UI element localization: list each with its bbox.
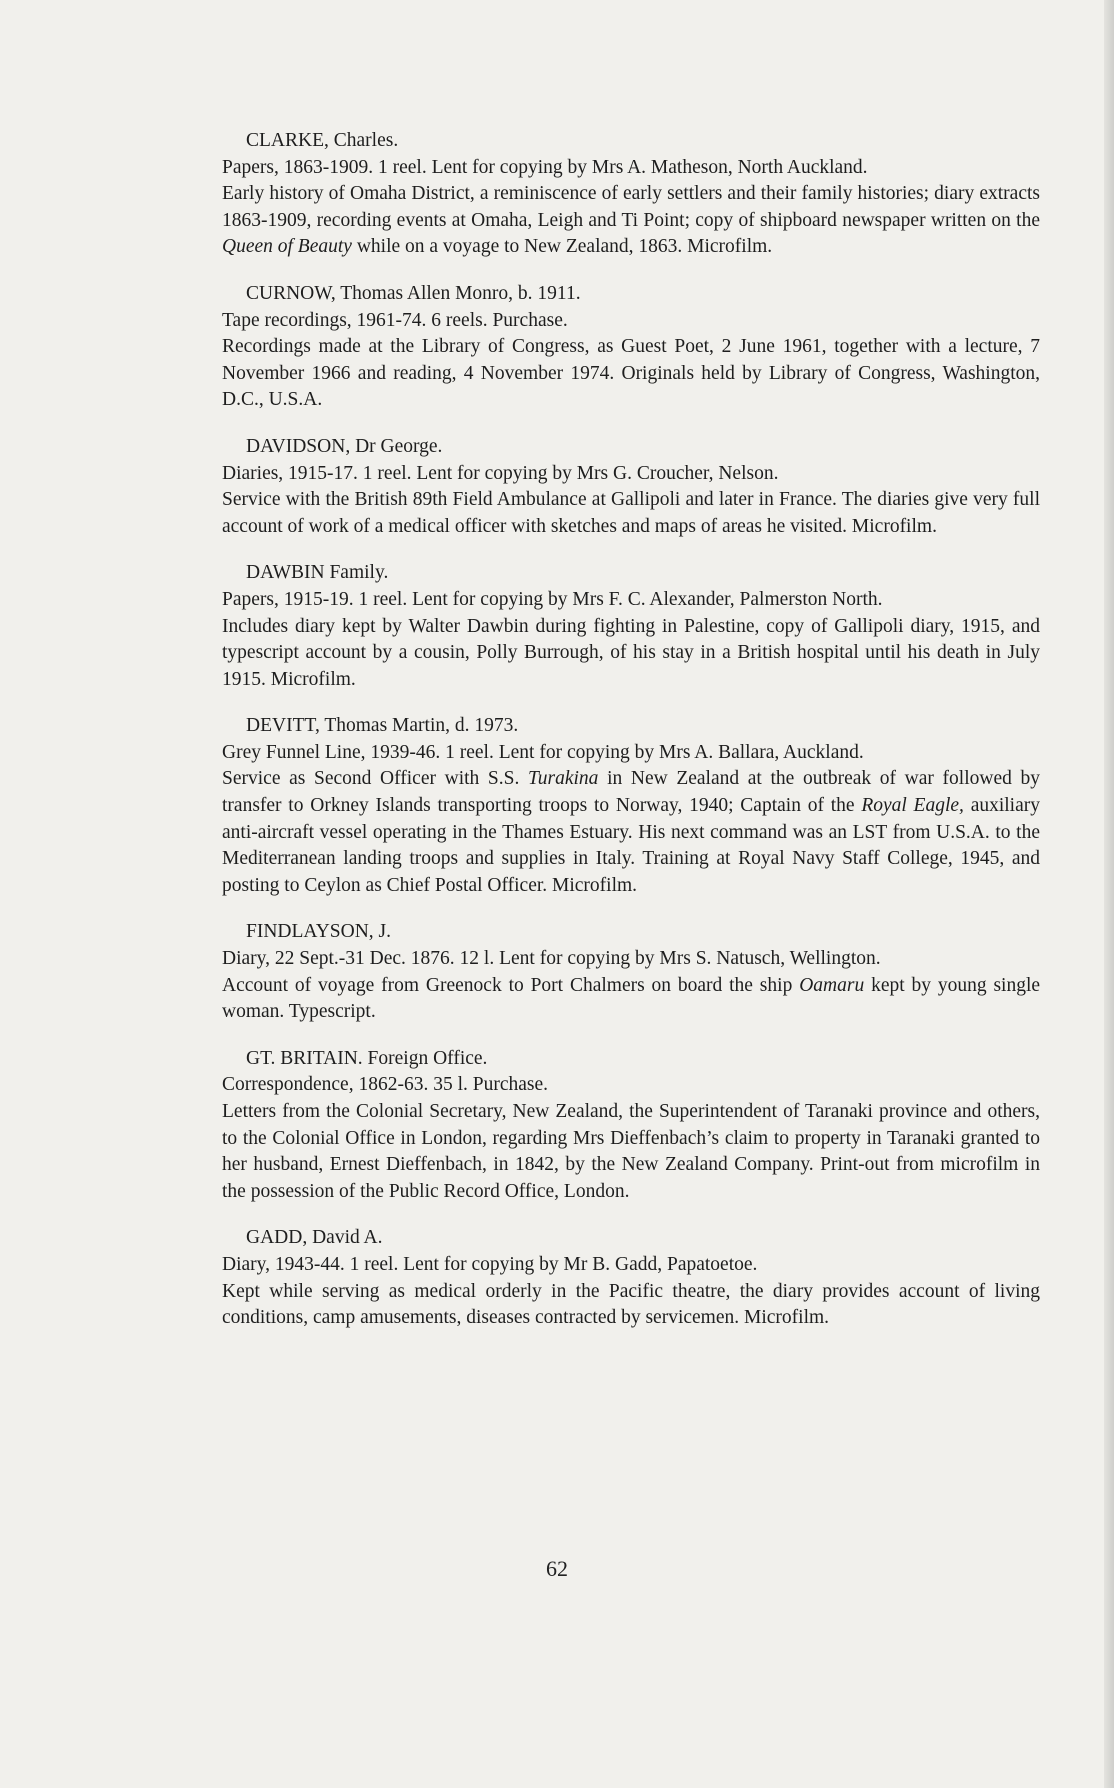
entry-findlayson [222,919,1040,1025]
entry-heading: CURNOW, Thomas Allen Monro, b. 1911. [246,282,581,304]
entry-detail: Diary, 1943-44. 1 reel. Lent for copying by Mr B. Gadd, Papatoetoe. [222,1253,758,1275]
entry-davidson [222,434,1040,540]
entry-description: Includes diary kept by Walter Dawbin during fighting in Palestine, copy of Gallipoli diary, 1915, and typescript account by a cousin, Polly Burrough, of his stay in a British hospital until his death in July 1915. Microfilm. [222,615,1040,690]
entry-description: Service with the British 89th Field Ambulance at Gallipoli and later in France. The diaries give very full account of work of a medical officer with sketches and maps of areas he visited. Microfilm. [222,489,1040,537]
description-text: Early history of Omaha District, a reminiscence of early settlers and their family histories; diary extracts 1863-1909, recording events at Omaha, Leigh and Ti Point; copy of shipboard newspaper written on the [222,183,1040,231]
ship-name: Royal Eagle, [861,795,964,817]
description-text: in New Zealand at the outbreak of war followed by transfer to Orkney Islands transporting troops to Norway, 1940; Captain of the [222,768,1040,817]
ship-name: Turakina [528,768,599,790]
entry-heading: FINDLAYSON, J. [246,921,392,943]
entry-heading: GT. BRITAIN. Foreign Office. [246,1047,488,1069]
entry-detail: Grey Funnel Line, 1939-46. 1 reel. Lent for copying by Mrs A. Ballara, Auckland. [222,741,864,763]
entry-detail: Diaries, 1915-17. 1 reel. Lent for copying by Mrs G. Croucher, Nelson. [222,462,779,484]
entry-clarke [222,128,1040,261]
description-text: Account of voyage from Greenock to Port Chalmers on board the ship [222,974,793,996]
entry-heading: DAWBIN Family. [246,562,389,584]
entry-detail: Diary, 22 Sept.-31 Dec. 1876. 12 l. Lent for copying by Mrs S. Natusch, Wellington. [222,948,881,970]
entry-description [222,973,1040,1026]
entry-description: Letters from the Colonial Secretary, New Zealand, the Superintendent of Taranaki province and others, to the Colonial Office in London, regarding Mrs Dieffenbach’s claim to property in Taranaki granted to her husband, Ernest Dieffenbach, in 1842, by the New Zealand Company. Print-out from microfilm in the possession of the Public Record Office, London. [222,1101,1040,1202]
page-edge-shadow [1104,0,1114,1788]
entry-gadd [222,1225,1040,1331]
entry-detail: Correspondence, 1862-63. 35 l. Purchase. [222,1074,549,1096]
description-text: kept by young single woman. Typescript. [222,974,1041,1023]
entry-heading: CLARKE, Charles. [246,130,399,151]
ship-name: Oamaru [799,974,865,996]
entry-detail: Tape recordings, 1961-74. 6 reels. Purchase. [222,309,568,331]
catalogue-page [222,128,1040,1352]
entry-description [222,181,1040,261]
entry-dawbin [222,560,1040,693]
entry-heading: DAVIDSON, Dr George. [246,435,443,457]
entry-gt-britain [222,1046,1040,1206]
description-text: while on a voyage to New Zealand, 1863. Microfilm. [356,236,773,258]
ship-name: Queen of Beauty [222,236,352,258]
entry-heading: GADD, David A. [246,1227,383,1249]
page-number: 62 [546,1556,568,1581]
description-text: auxiliary anti-aircraft vessel operating in the Thames Estuary. His next command was an LST from U.S.A. to the Mediterranean landing troops and supplies in Italy. Training at Royal Navy Staff College, 1945, and posting to Ceylon as Chief Postal Officer. Microfilm. [222,795,1040,896]
entry-description: Kept while serving as medical orderly in the Pacific theatre, the diary provides account of living conditions, camp amusements, diseases contracted by servicemen. Microfilm. [222,1280,1040,1329]
description-text: Service as Second Officer with S.S. [222,768,520,790]
entry-curnow [222,281,1040,414]
entry-detail: Papers, 1863-1909. 1 reel. Lent for copying by Mrs A. Matheson, North Auckland. [222,156,868,178]
entry-devitt [222,713,1040,899]
entry-description: Recordings made at the Library of Congress, as Guest Poet, 2 June 1961, together with a lecture, 7 November 1966 and reading, 4 November 1974. Originals held by Library of Congress, Washington, D.C., U.S.A. [222,336,1040,411]
entry-heading: DEVITT, Thomas Martin, d. 1973. [246,715,519,737]
entry-description [222,766,1040,899]
entry-detail: Papers, 1915-19. 1 reel. Lent for copying by Mrs F. C. Alexander, Palmerston North. [222,588,883,610]
